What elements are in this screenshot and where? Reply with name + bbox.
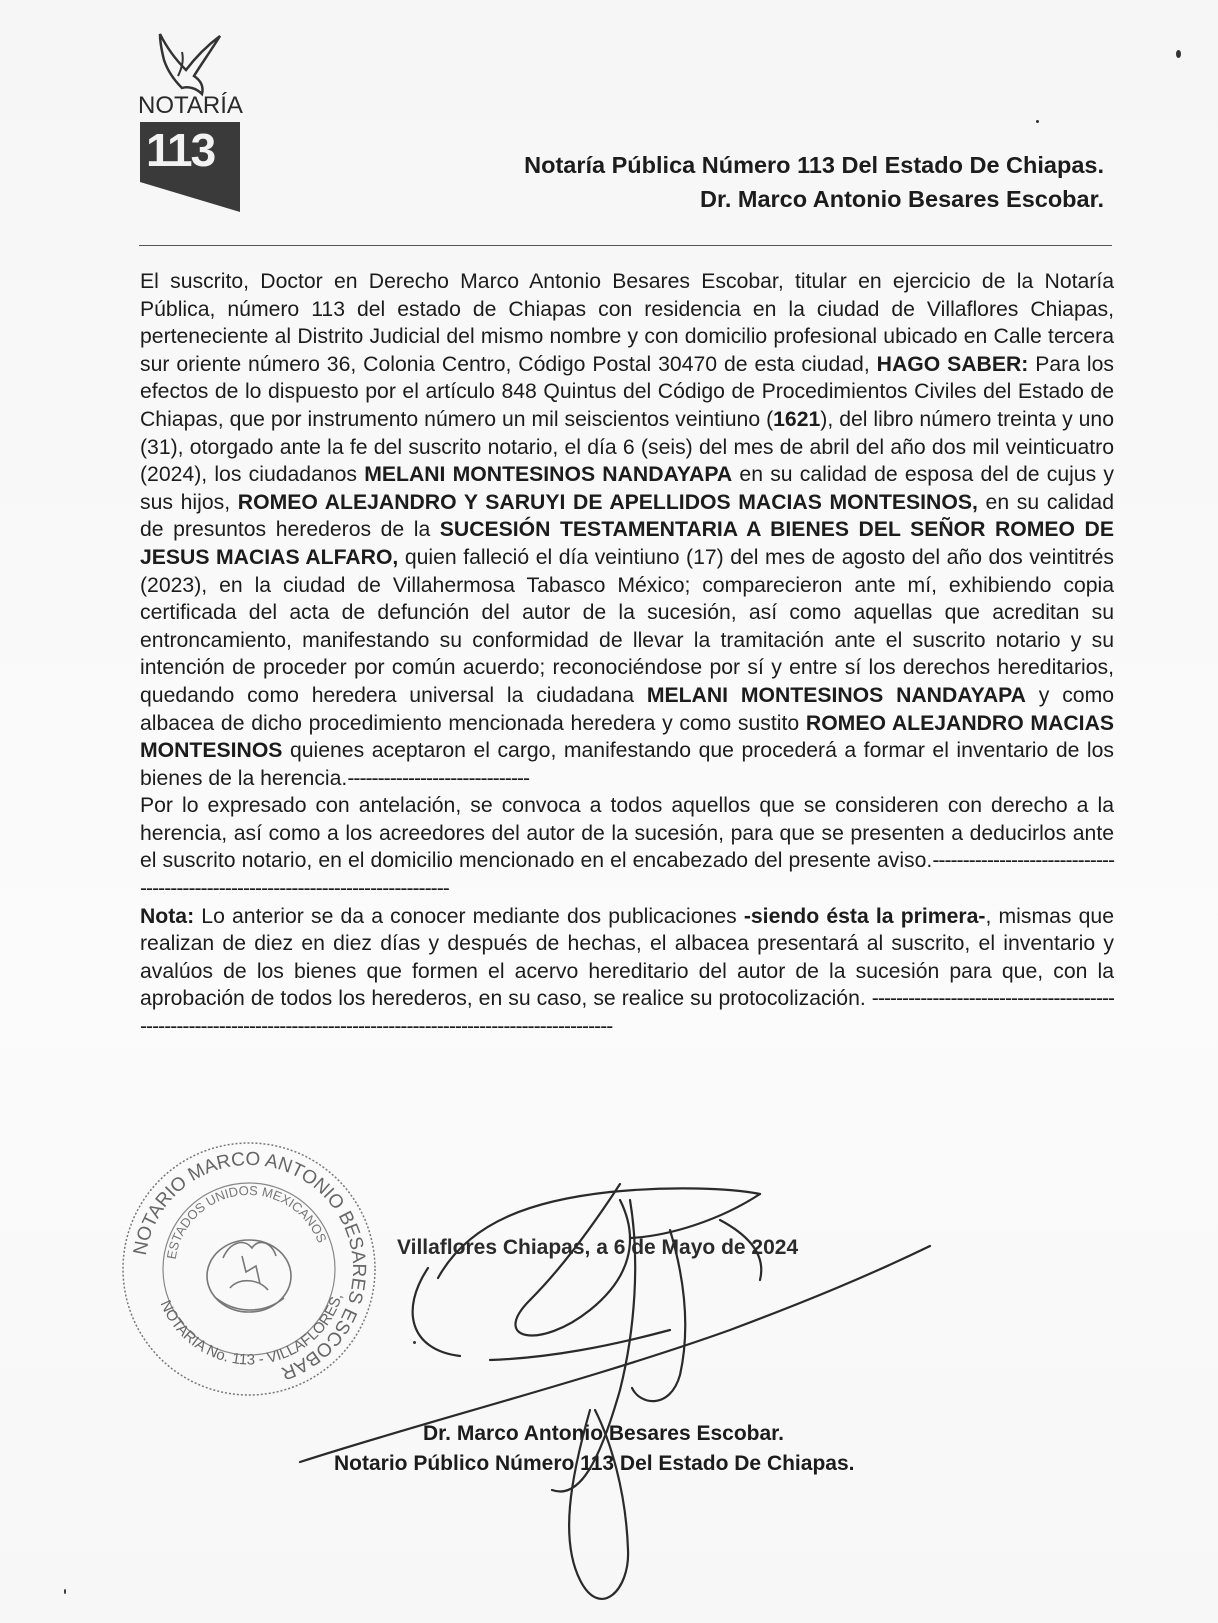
seal-inner-text: ESTADOS UNIDOS MEXICANOS bbox=[163, 1182, 330, 1261]
handwritten-signature bbox=[290, 1160, 970, 1623]
document-body bbox=[140, 268, 1114, 1041]
scan-speck bbox=[64, 1589, 66, 1594]
place-and-date: Villaflores Chiapas, a 6 de Mayo de 2024 bbox=[397, 1236, 799, 1259]
logo-word: NOTARÍA bbox=[138, 92, 243, 119]
notary-seal bbox=[118, 1138, 380, 1400]
paragraph-nota: Nota: Lo anterior se da a conocer mediante dos publicaciones -siendo ésta la primera-, mismas que realizan de diez en diez días y después de hechas, el albacea presentará al suscrito, el inventario y avalúos de los bienes que formen el acervo hereditario del autor de la sucesión para que, con la aprobación de todos los herederos, en su caso, se realice su protocolización. ---------------------------------------------------------------------------------------------------------------------- bbox=[140, 904, 1114, 1039]
logo-number: 113 bbox=[146, 124, 215, 176]
header-divider bbox=[139, 245, 1112, 246]
document-header bbox=[524, 148, 1104, 216]
paragraph-main: El suscrito, Doctor en Derecho Marco Antonio Besares Escobar, titular en ejercicio de la Notaría Pública, número 113 del estado de Chiapas con residencia en la ciudad de Villaflores Chiapas, perteneciente al Distrito Judicial del mismo nombre y con domicilio profesional ubicado en Calle tercera sur oriente número 36, Colonia Centro, Código Postal 30470 de esta ciudad, HAGO SABER: Para los efectos de lo dispuesto por el artículo 848 Quintus del Código de Procedimientos Civiles del Estado de Chiapas, que por instrumento número un mil seiscientos veintiuno (1621), del libro número treinta y uno (31), otorgado ante la fe del suscrito notario, el día 6 (seis) del mes de abril del año dos mil veinticuatro (2024), los ciudadanos MELANI MONTESINOS NANDAYAPA en su calidad de esposa del de cujus y sus hijos, ROMEO ALEJANDRO Y SARUYI DE APELLIDOS MACIAS MONTESINOS, en su calidad de presuntos herederos de la SUCESIÓN TESTAMENTARIA A BIENES DEL SEÑOR ROMEO DE JESUS MACIAS ALFARO, quien falleció el día veintiuno (17) del mes de agosto del año dos veintitrés (2023), en la ciudad de Villahermosa Tabasco México; comparecieron ante mí, exhibiendo copia certificada del acta de defunción del autor de la sucesión, así como aquellas que acreditan su entroncamiento, manifestando su conformidad de llevar la tramitación ante el suscrito notario y su intención de proceder por común acuerdo; reconociéndose por sí y entre sí los derechos hereditarios, quedando como heredera universal la ciudadana MELANI MONTESINOS NANDAYAPA y como albacea de dicho procedimiento mencionada heredera y como sustito ROMEO ALEJANDRO MACIAS MONTESINOS quienes aceptaron el cargo, manifestando que procederá a formar el inventario de los bienes de la herencia.------------------------------ bbox=[140, 270, 1115, 790]
header-notaria-line: Notaría Pública Número 113 Del Estado De Chiapas. bbox=[524, 152, 1104, 178]
paragraph-convocatoria: Por lo expresado con antelación, se convoca a todos aquellos que se consideren con derecho a la herencia, así como a los acreedores del autor de la sucesión, para que se presenten a deducirlos ante el suscrito notario, en el domicilio mencionado en el encabezado del presente aviso.--------------------------------------------------------------------------------- bbox=[140, 794, 1114, 901]
eagle-emblem-icon bbox=[207, 1240, 291, 1312]
scan-speck bbox=[1036, 120, 1039, 123]
scan-speck bbox=[413, 1341, 416, 1344]
scan-speck bbox=[1176, 50, 1181, 58]
notaria-logo bbox=[138, 32, 256, 222]
signer-name: Dr. Marco Antonio Besares Escobar. bbox=[423, 1422, 785, 1445]
seal-outer-text: NOTARIO MARCO ANTONIO BESARES ESCOBAR bbox=[129, 1148, 370, 1384]
seal-bottom-text: NOTARIA No. 113 - VILLAFLORES, bbox=[156, 1291, 347, 1369]
header-notary-name: Dr. Marco Antonio Besares Escobar. bbox=[700, 186, 1104, 212]
signer-title: Notario Público Número 113 Del Estado De Chiapas. bbox=[334, 1452, 855, 1475]
